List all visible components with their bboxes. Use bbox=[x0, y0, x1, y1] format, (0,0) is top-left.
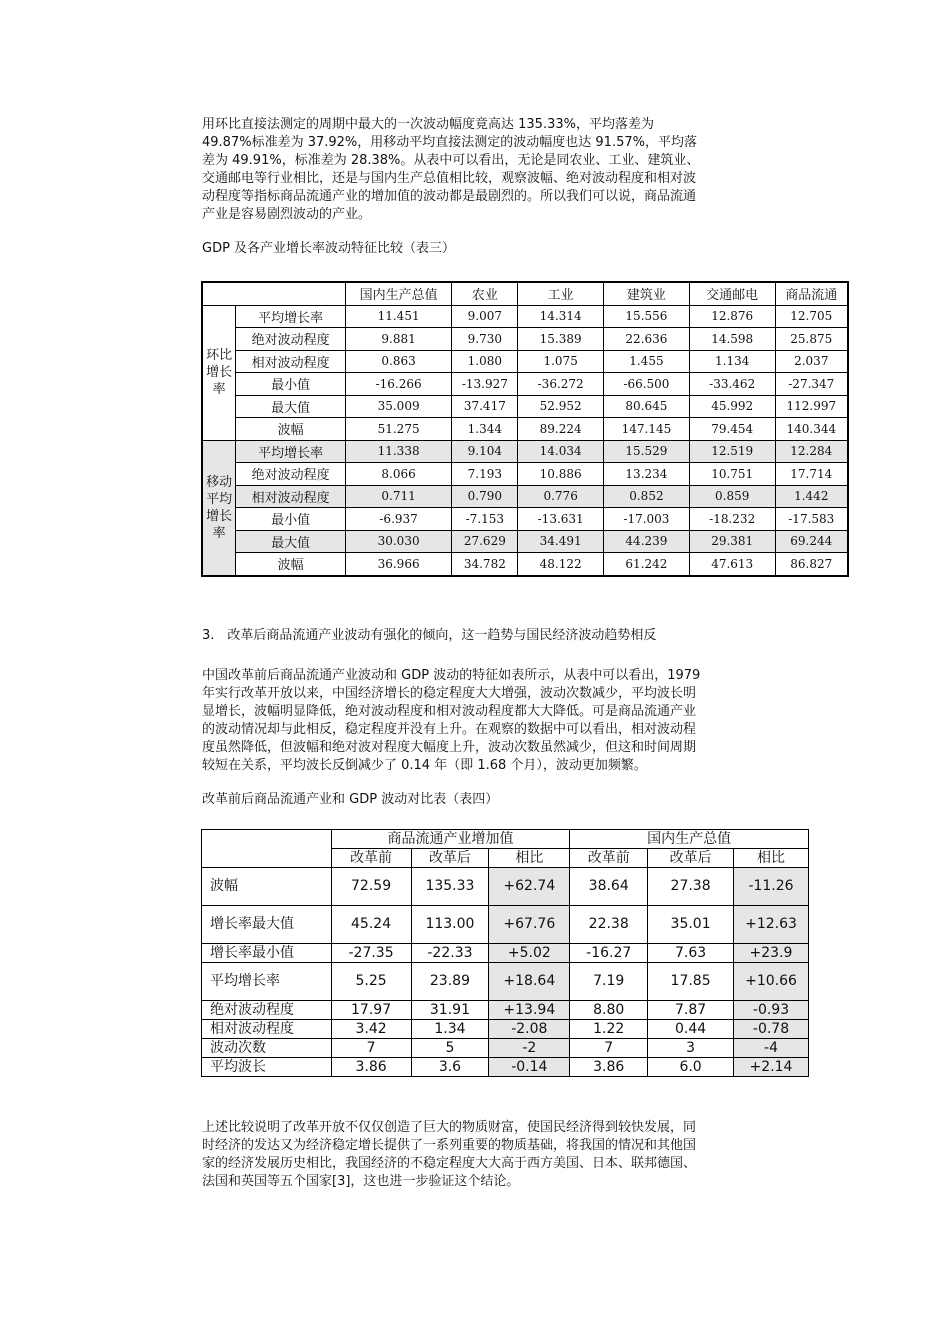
cell: -6.937 bbox=[345, 508, 452, 531]
table-row bbox=[202, 906, 809, 944]
cell: -13.927 bbox=[452, 373, 518, 396]
table-row bbox=[202, 944, 809, 963]
cell: 34.491 bbox=[518, 530, 604, 553]
cell: +23.9 bbox=[734, 944, 809, 963]
group-label-line: 环比 bbox=[206, 348, 233, 363]
group-label-line: 移动 bbox=[206, 474, 233, 490]
cell: +13.94 bbox=[489, 1001, 570, 1020]
cell: -7.153 bbox=[452, 508, 518, 531]
cell: -66.500 bbox=[604, 373, 690, 396]
cell: 0.852 bbox=[604, 485, 690, 508]
cell: -0.93 bbox=[734, 1001, 809, 1020]
cell: -2.08 bbox=[489, 1020, 570, 1039]
table-row bbox=[202, 418, 848, 441]
cell: 45.24 bbox=[331, 906, 411, 944]
row-label: 最大值 bbox=[236, 530, 345, 553]
text-line: 中国改革前后商品流通产业波动和 GDP 波动的特征如表所示，从表中可以看出，1979 bbox=[202, 668, 701, 683]
row-label: 平均增长率 bbox=[236, 305, 345, 328]
group-label-line: 增长 bbox=[206, 508, 233, 524]
table3-caption: GDP 及各产业增长率波动特征比较（表三） bbox=[202, 241, 456, 256]
cell: 0.863 bbox=[345, 350, 452, 373]
group-label-chain-growth bbox=[202, 305, 236, 440]
table-row bbox=[202, 328, 848, 351]
row-label: 绝对波动程度 bbox=[202, 1001, 332, 1020]
conclusion-paragraph bbox=[202, 1119, 752, 1191]
cell: 22.38 bbox=[570, 906, 648, 944]
column-header: 改革后 bbox=[648, 849, 734, 868]
row-label: 最小值 bbox=[236, 508, 345, 531]
column-header: 改革前 bbox=[331, 849, 411, 868]
cell: -17.003 bbox=[604, 508, 690, 531]
cell: 9.007 bbox=[452, 305, 518, 328]
column-header: 农业 bbox=[452, 282, 518, 305]
cell: +67.76 bbox=[489, 906, 570, 944]
row-label: 波幅 bbox=[236, 418, 345, 441]
cell: 14.314 bbox=[518, 305, 604, 328]
cell: -16.27 bbox=[570, 944, 648, 963]
cell: 8.066 bbox=[345, 463, 452, 486]
cell: 69.244 bbox=[775, 530, 848, 553]
cell: 27.629 bbox=[452, 530, 518, 553]
cell: 15.556 bbox=[604, 305, 690, 328]
table-row bbox=[202, 440, 848, 463]
cell: 7.19 bbox=[570, 963, 648, 1001]
cell: 89.224 bbox=[518, 418, 604, 441]
text-line: 49.87%标准差为 37.92%，用移动平均直接法测定的波动幅度也达 91.57%，平均落 bbox=[202, 135, 697, 150]
text-line: 上述比较说明了改革开放不仅仅创造了巨大的物质财富，使国民经济得到较快发展，同 bbox=[202, 1120, 697, 1135]
cell: 10.751 bbox=[689, 463, 775, 486]
cell: 1.075 bbox=[518, 350, 604, 373]
row-label: 增长率最小值 bbox=[202, 944, 332, 963]
cell: 47.613 bbox=[689, 553, 775, 576]
cell: 31.91 bbox=[411, 1001, 489, 1020]
column-header: 建筑业 bbox=[604, 282, 690, 305]
cell: 12.519 bbox=[689, 440, 775, 463]
table-row bbox=[202, 530, 848, 553]
row-label: 波幅 bbox=[202, 868, 332, 906]
text-line: 产业是容易剧烈波动的产业。 bbox=[202, 207, 372, 222]
table-row bbox=[202, 373, 848, 396]
cell: +62.74 bbox=[489, 868, 570, 906]
cell: 12.876 bbox=[689, 305, 775, 328]
cell: 113.00 bbox=[411, 906, 489, 944]
cell: +2.14 bbox=[734, 1058, 809, 1077]
cell: 7 bbox=[331, 1039, 411, 1058]
cell: 37.417 bbox=[452, 395, 518, 418]
cell: 1.442 bbox=[775, 485, 848, 508]
cell: 3.42 bbox=[331, 1020, 411, 1039]
cell: 29.381 bbox=[689, 530, 775, 553]
cell: 1.22 bbox=[570, 1020, 648, 1039]
cell: 3.6 bbox=[411, 1058, 489, 1077]
cell: 17.85 bbox=[648, 963, 734, 1001]
column-header: 改革前 bbox=[570, 849, 648, 868]
cell: -33.462 bbox=[689, 373, 775, 396]
text-line: 差为 49.91%，标准差为 28.38%。从表中可以看出，无论是同农业、工业、建筑业、 bbox=[202, 153, 700, 168]
cell: 0.776 bbox=[518, 485, 604, 508]
table-row bbox=[202, 508, 848, 531]
row-label: 增长率最大值 bbox=[202, 906, 332, 944]
cell: 9.104 bbox=[452, 440, 518, 463]
intro-paragraph bbox=[202, 116, 752, 224]
cell: -2 bbox=[489, 1039, 570, 1058]
text-line: 时经济的发达又为经济稳定增长提供了一系列重要的物质基础，将我国的情况和其他国 bbox=[202, 1138, 697, 1153]
table-row bbox=[202, 1058, 809, 1077]
cell: 61.242 bbox=[604, 553, 690, 576]
text-line: 交通邮电等行业相比，还是与国内生产总值相比较，观察波幅、绝对波动程度和相对波 bbox=[202, 171, 697, 186]
cell: 1.455 bbox=[604, 350, 690, 373]
row-label: 绝对波动程度 bbox=[236, 328, 345, 351]
cell: +18.64 bbox=[489, 963, 570, 1001]
cell: 48.122 bbox=[518, 553, 604, 576]
cell: 13.234 bbox=[604, 463, 690, 486]
table-row bbox=[202, 485, 848, 508]
table-row bbox=[202, 1039, 809, 1058]
cell: 1.344 bbox=[452, 418, 518, 441]
row-label: 波动次数 bbox=[202, 1039, 332, 1058]
cell: 7.63 bbox=[648, 944, 734, 963]
column-header: 相比 bbox=[734, 849, 809, 868]
cell: 112.997 bbox=[775, 395, 848, 418]
group-label-line: 平均 bbox=[206, 491, 233, 507]
cell: 27.38 bbox=[648, 868, 734, 906]
cell: 5.25 bbox=[331, 963, 411, 1001]
cell: 135.33 bbox=[411, 868, 489, 906]
cell: 1.34 bbox=[411, 1020, 489, 1039]
table-row bbox=[202, 963, 809, 1001]
cell: 7.87 bbox=[648, 1001, 734, 1020]
cell: 8.80 bbox=[570, 1001, 648, 1020]
cell: 14.034 bbox=[518, 440, 604, 463]
section3-paragraph bbox=[202, 667, 752, 775]
cell: -18.232 bbox=[689, 508, 775, 531]
column-header: 相比 bbox=[489, 849, 570, 868]
cell: 36.966 bbox=[345, 553, 452, 576]
cell: 0.859 bbox=[689, 485, 775, 508]
table-row bbox=[202, 1001, 809, 1020]
cell: 15.389 bbox=[518, 328, 604, 351]
cell: -0.78 bbox=[734, 1020, 809, 1039]
cell: 23.89 bbox=[411, 963, 489, 1001]
text-line: 较短在关系，平均波长反倒减少了 0.14 年（即 1.68 个月），波动更加频繁。 bbox=[202, 758, 647, 773]
text-line: 年实行改革开放以来，中国经济增长的稳定程度大大增强，波动次数减少，平均波长明 bbox=[202, 686, 697, 701]
text-line: 度虽然降低，但波幅和绝对波对程度大幅度上升，波动次数虽然减少，但这和时间周期 bbox=[202, 740, 697, 755]
cell: 9.881 bbox=[345, 328, 452, 351]
cell: 17.714 bbox=[775, 463, 848, 486]
cell: 12.284 bbox=[775, 440, 848, 463]
table4-corner-cell bbox=[202, 830, 332, 868]
cell: 45.992 bbox=[689, 395, 775, 418]
group-header: 国内生产总值 bbox=[570, 830, 809, 849]
cell: 6.0 bbox=[648, 1058, 734, 1077]
column-header: 国内生产总值 bbox=[345, 282, 452, 305]
cell: 79.454 bbox=[689, 418, 775, 441]
cell: 147.145 bbox=[604, 418, 690, 441]
cell: 3 bbox=[648, 1039, 734, 1058]
cell: 11.451 bbox=[345, 305, 452, 328]
cell: -16.266 bbox=[345, 373, 452, 396]
cell: 2.037 bbox=[775, 350, 848, 373]
cell: +5.02 bbox=[489, 944, 570, 963]
column-header: 交通邮电 bbox=[689, 282, 775, 305]
cell: 3.86 bbox=[570, 1058, 648, 1077]
row-label: 平均增长率 bbox=[202, 963, 332, 1001]
cell: 1.134 bbox=[689, 350, 775, 373]
row-label: 绝对波动程度 bbox=[236, 463, 345, 486]
cell: -36.272 bbox=[518, 373, 604, 396]
cell: 30.030 bbox=[345, 530, 452, 553]
row-label: 相对波动程度 bbox=[236, 350, 345, 373]
cell: +12.63 bbox=[734, 906, 809, 944]
group-label-line: 率 bbox=[212, 525, 226, 541]
cell: 72.59 bbox=[331, 868, 411, 906]
group-label-line: 增长 bbox=[206, 365, 233, 380]
cell: 51.275 bbox=[345, 418, 452, 441]
table3-header-row bbox=[202, 282, 848, 305]
cell: 0.711 bbox=[345, 485, 452, 508]
cell: -11.26 bbox=[734, 868, 809, 906]
cell: 9.730 bbox=[452, 328, 518, 351]
table3 bbox=[201, 281, 849, 577]
group-label-moving-average bbox=[202, 440, 236, 576]
group-label-line: 率 bbox=[212, 382, 226, 397]
cell: -27.347 bbox=[775, 373, 848, 396]
cell: -13.631 bbox=[518, 508, 604, 531]
row-label: 平均增长率 bbox=[236, 440, 345, 463]
table-row bbox=[202, 350, 848, 373]
column-header: 工业 bbox=[518, 282, 604, 305]
table-row bbox=[202, 395, 848, 418]
table3-corner-cell bbox=[202, 282, 345, 305]
column-header: 商品流通 bbox=[775, 282, 848, 305]
cell: 0.44 bbox=[648, 1020, 734, 1039]
cell: -27.35 bbox=[331, 944, 411, 963]
cell: 14.598 bbox=[689, 328, 775, 351]
text-line: 的波动情况却与此相反，稳定程度并没有上升。在观察的数据中可以看出，相对波动程 bbox=[202, 722, 697, 737]
text-line: 显增长，波幅明显降低，绝对波动程度和相对波动程度都大大降低。可是商品流通产业 bbox=[202, 704, 697, 719]
row-label: 平均波长 bbox=[202, 1058, 332, 1077]
cell: +10.66 bbox=[734, 963, 809, 1001]
cell: 12.705 bbox=[775, 305, 848, 328]
text-line: 家的经济发展历史相比，我国经济的不稳定程度大大高于西方美国、日本、联邦德国、 bbox=[202, 1156, 697, 1171]
cell: 17.97 bbox=[331, 1001, 411, 1020]
cell: 11.338 bbox=[345, 440, 452, 463]
cell: 35.01 bbox=[648, 906, 734, 944]
row-label: 最小值 bbox=[236, 373, 345, 396]
cell: 3.86 bbox=[331, 1058, 411, 1077]
cell: 1.080 bbox=[452, 350, 518, 373]
table-row bbox=[202, 305, 848, 328]
group-header: 商品流通产业增加值 bbox=[331, 830, 570, 849]
cell: 0.790 bbox=[452, 485, 518, 508]
cell: 35.009 bbox=[345, 395, 452, 418]
cell: 80.645 bbox=[604, 395, 690, 418]
row-label: 相对波动程度 bbox=[236, 485, 345, 508]
text-line: 法国和英国等五个国家[3]，这也进一步验证这个结论。 bbox=[202, 1174, 520, 1189]
cell: -4 bbox=[734, 1039, 809, 1058]
cell: -17.583 bbox=[775, 508, 848, 531]
cell: 86.827 bbox=[775, 553, 848, 576]
table4-caption: 改革前后商品流通产业和 GDP 波动对比表（表四） bbox=[202, 792, 499, 807]
cell: 5 bbox=[411, 1039, 489, 1058]
table-row bbox=[202, 553, 848, 576]
cell: 52.952 bbox=[518, 395, 604, 418]
column-header: 改革后 bbox=[411, 849, 489, 868]
cell: 10.886 bbox=[518, 463, 604, 486]
text-line: 用环比直接法测定的周期中最大的一次波动幅度竟高达 135.33%，平均落差为 bbox=[202, 117, 654, 132]
text-line: 动程度等指标商品流通产业的增加值的波动都是最剧烈的。所以我们可以说，商品流通 bbox=[202, 189, 697, 204]
cell: 44.239 bbox=[604, 530, 690, 553]
cell: 140.344 bbox=[775, 418, 848, 441]
cell: 7.193 bbox=[452, 463, 518, 486]
cell: 34.782 bbox=[452, 553, 518, 576]
cell: 38.64 bbox=[570, 868, 648, 906]
cell: 22.636 bbox=[604, 328, 690, 351]
cell: -0.14 bbox=[489, 1058, 570, 1077]
section-heading: 3. 改革后商品流通产业波动有强化的倾向，这一趋势与国民经济波动趋势相反 bbox=[202, 628, 657, 643]
table4-group-header-row bbox=[202, 830, 809, 849]
row-label: 相对波动程度 bbox=[202, 1020, 332, 1039]
cell: -22.33 bbox=[411, 944, 489, 963]
cell: 15.529 bbox=[604, 440, 690, 463]
table-row bbox=[202, 463, 848, 486]
row-label: 最大值 bbox=[236, 395, 345, 418]
table-row bbox=[202, 868, 809, 906]
row-label: 波幅 bbox=[236, 553, 345, 576]
cell: 25.875 bbox=[775, 328, 848, 351]
table4 bbox=[201, 829, 809, 1077]
cell: 7 bbox=[570, 1039, 648, 1058]
table-row bbox=[202, 1020, 809, 1039]
